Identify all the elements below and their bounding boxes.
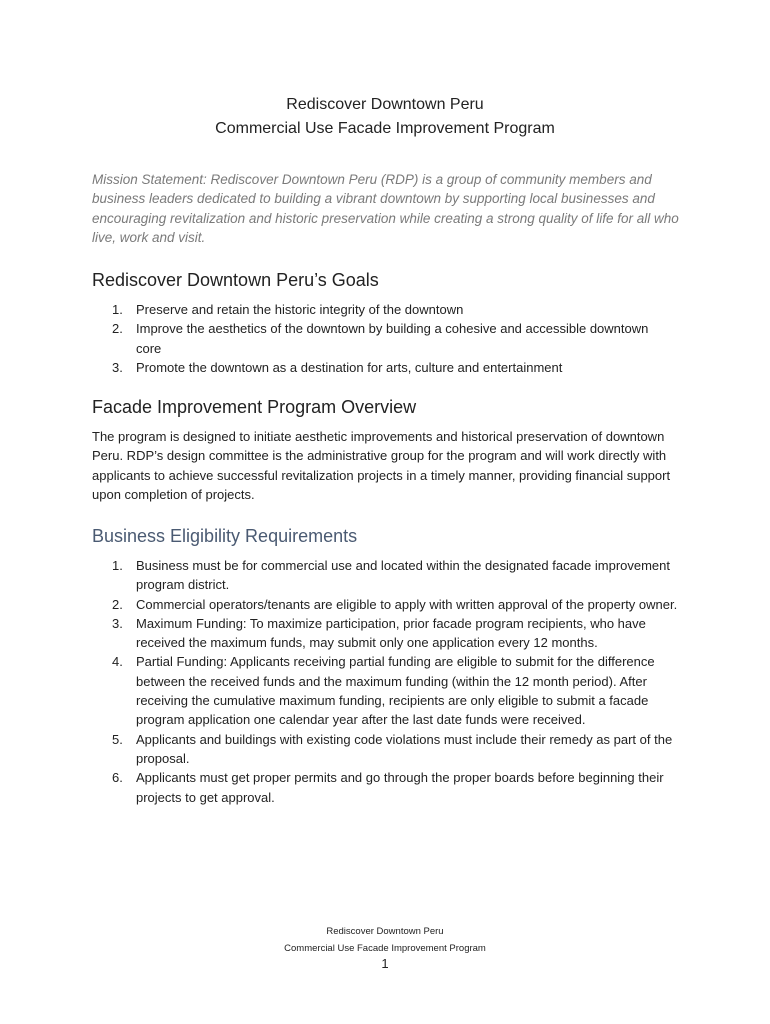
list-text: Partial Funding: Applicants receiving partial funding are eligible to submit for the difference between the received funds and the maximum funding (within the 12 month period). After receiving the cumulative maximum funding, recipients are only eligible to submit a facade program application one calendar year after the last date funds were received. <box>136 654 655 728</box>
list-number: 1. <box>112 558 123 573</box>
page-number: 1 <box>381 956 389 971</box>
goals-list <box>92 300 652 377</box>
list-item <box>92 595 682 614</box>
list-number: 3. <box>112 615 123 631</box>
list-number: 3. <box>112 359 123 375</box>
list-item <box>92 768 682 807</box>
list-text: Applicants must get proper permits and go through the proper boards before beginning their projects to get approval. <box>136 770 664 805</box>
list-item <box>92 300 652 319</box>
list-number: 2. <box>112 321 123 337</box>
eligibility-heading: Business Eligibility Requirements <box>92 526 358 546</box>
list-text: Promote the downtown as a destination for arts, culture and entertainment <box>136 359 563 375</box>
list-item <box>92 652 682 729</box>
list-number: 6. <box>112 770 123 786</box>
list-item <box>92 358 652 377</box>
list-number: 4. <box>112 654 123 670</box>
list-number: 5. <box>112 731 123 747</box>
list-item <box>92 556 682 595</box>
list-item <box>92 319 652 358</box>
list-number: 2. <box>112 596 123 612</box>
list-text: Commercial operators/tenants are eligible to apply with written approval of the property owner. <box>136 596 678 612</box>
document-title <box>0 93 770 141</box>
list-number: 1. <box>112 302 123 317</box>
overview-paragraph: The program is designed to initiate aesthetic improvements and historical preservation of downtown Peru. RDP’s design committee is the administrative group for the program and will work directly with applicants to achieve successful revitalization projects in a timely manner, providing financial support upon completion of projects. <box>92 429 671 502</box>
footer-line-1: Rediscover Downtown Peru <box>326 926 444 937</box>
list-text: Improve the aesthetics of the downtown by building a cohesive and accessible downtown core <box>136 321 649 356</box>
title-line-2: Commercial Use Facade Improvement Program <box>215 120 555 137</box>
footer-line-2: Commercial Use Facade Improvement Program <box>284 943 486 954</box>
list-item <box>92 614 682 653</box>
goals-heading: Rediscover Downtown Peru’s Goals <box>92 270 379 290</box>
list-item <box>92 730 682 769</box>
overview-heading: Facade Improvement Program Overview <box>92 397 417 417</box>
mission-statement: Mission Statement: Rediscover Downtown Peru (RDP) is a group of community members and business leaders dedicated to building a vibrant downtown by supporting local businesses and encouraging revitalization and historic preservation while creating a strong quality of life for all who live, work and visit. <box>92 172 679 245</box>
list-text: Maximum Funding: To maximize participation, prior facade program recipients, who have received the maximum funds, may submit only one application every 12 months. <box>136 615 646 651</box>
eligibility-list <box>92 556 682 807</box>
list-text: Applicants and buildings with existing code violations must include their remedy as part of the proposal. <box>136 731 673 766</box>
page-footer <box>0 923 770 957</box>
list-text: Business must be for commercial use and located within the designated facade improvement program district. <box>136 558 671 593</box>
title-line-1: Rediscover Downtown Peru <box>286 96 484 113</box>
list-text: Preserve and retain the historic integrity of the downtown <box>136 302 464 317</box>
